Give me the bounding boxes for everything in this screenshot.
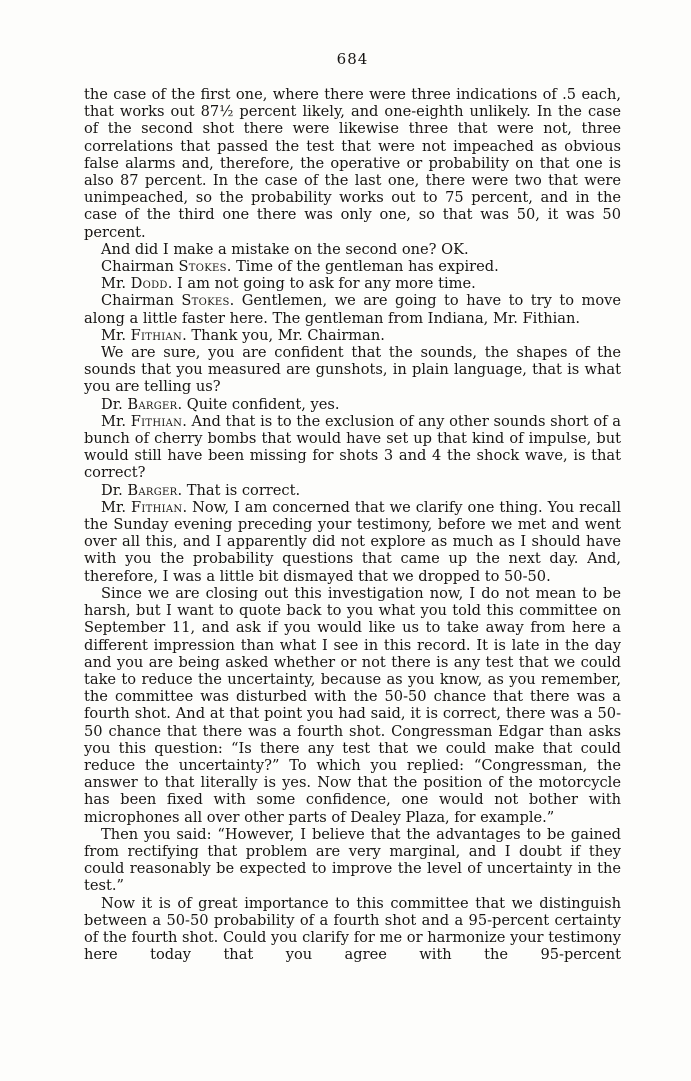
paragraph-text: . That is correct. — [177, 481, 301, 499]
paragraph — [84, 327, 621, 344]
paragraph — [84, 275, 621, 292]
speaker-title: Chairman — [101, 292, 182, 310]
paragraph — [84, 258, 621, 275]
speaker-name: Stokes — [178, 258, 227, 276]
paragraph-text: . And that is to the exclusion of any other sounds short of a bunch of cherry bombs that would have set up that kind of impulse, but would still have been missing for shots 3 and 4 the shock wave, is that correct? — [84, 412, 622, 482]
page-number: 684 — [336, 50, 369, 68]
paragraph — [84, 396, 621, 413]
paragraph-text: . I am not going to ask for any more time. — [167, 275, 476, 293]
speaker-name: Barger — [127, 481, 178, 499]
speaker-title: Mr. — [101, 275, 131, 293]
speaker-title: Dr. — [101, 481, 128, 499]
paragraph — [84, 499, 621, 585]
speaker-name: Fithian — [130, 326, 183, 344]
paragraph-text: We are sure, you are confident that the sounds, the shapes of the sounds that you measured are gunshots, in plain language, that is what you are telling us? — [84, 344, 621, 396]
speaker-name: Fithian — [130, 412, 183, 430]
paragraph-text: . Thank you, Mr. Chairman. — [182, 326, 385, 344]
paragraph — [84, 895, 621, 964]
paragraph-text: Then you said: “However, I believe that the advantages to be gained from rectifying that problem are very marginal, and I doubt if they could reasonably be expected to improve the level of uncertainty in the test.” — [84, 825, 621, 895]
speaker-name: Barger — [127, 395, 178, 413]
speaker-name: Dodd — [130, 275, 168, 293]
paragraph — [84, 292, 621, 326]
speaker-title: Mr. — [101, 412, 131, 430]
paragraph-text: Now it is of great importance to this committee that we distinguish between a 50-50 probability of a fourth shot and a 95-percent certainty of the fourth shot. Could you clarify for me or harmonize your testimony here today that you agree with the 95-percent — [84, 894, 621, 964]
paragraph — [84, 482, 621, 499]
paragraph-text: the case of the first one, where there were three indications of .5 each, that works out 87½ percent likely, and one-eighth unlikely. In the case of the second shot there were likewise three that were not, three correlations that passed the test that were not impeached as obvious false alarms and, therefore, the operative or probability on that one is also 87 percent. In the case of the last one, there were two that were unimpeached, so the probability works out to 75 percent, and in the case of the third one there was only one, so that was 50, it was 50 percent. — [84, 86, 621, 241]
transcript-text-block — [84, 86, 621, 963]
speaker-title: Dr. — [101, 395, 128, 413]
speaker-name: Stokes — [181, 292, 230, 310]
speaker-title: Chairman — [101, 258, 179, 276]
paragraph — [84, 585, 621, 826]
speaker-title: Mr. — [101, 498, 131, 516]
speaker-title: Mr. — [101, 326, 131, 344]
paragraph-text: Since we are closing out this investigation now, I do not mean to be harsh, but I want to quote back to you what you told this committee on September 11, and ask if you would like us to take away from here a different impression than what I see in this record. It is late in the day and you are being asked whether or not there is any test that we could take to reduce the uncertainty, because as you know, as you remember, the committee was disturbed with the 50-50 chance that there was a fourth shot. And at that point you had said, it is correct, there was a 50-50 chance that there was a fourth shot. Congressman Edgar than asks you this question: “Is there any test that we could make that could reduce the uncertainty?” To which you replied: “Congressman, the answer to that literally is yes. Now that the position of the motorcycle has been fixed with some confidence, one would not bother with microphones all over other parts of Dealey Plaza, for example.” — [84, 584, 621, 826]
paragraph-text: . Now, I am concerned that we clarify one thing. You recall the Sunday evening preceding your testimony, before we met and went over all this, and I apparently did not explore as much as I should have with you the probability questions that came up the next day. And, therefore, I was a little bit dismayed that we dropped to 50-50. — [84, 498, 622, 585]
paragraph-text: And did I make a mistake on the second one? OK. — [101, 240, 469, 258]
paragraph — [84, 241, 621, 258]
paragraph — [84, 86, 621, 241]
paragraph-text: . Quite confident, yes. — [177, 395, 340, 413]
paragraph-text: . Gentlemen, we are going to have to try to move along a little faster here. The gentleman from Indiana, Mr. Fithian. — [84, 292, 621, 327]
paragraph — [84, 344, 621, 396]
speaker-name: Fithian — [130, 498, 183, 516]
paragraph — [84, 826, 621, 895]
paragraph — [84, 413, 621, 482]
paragraph-text: . Time of the gentleman has expired. — [226, 258, 499, 276]
